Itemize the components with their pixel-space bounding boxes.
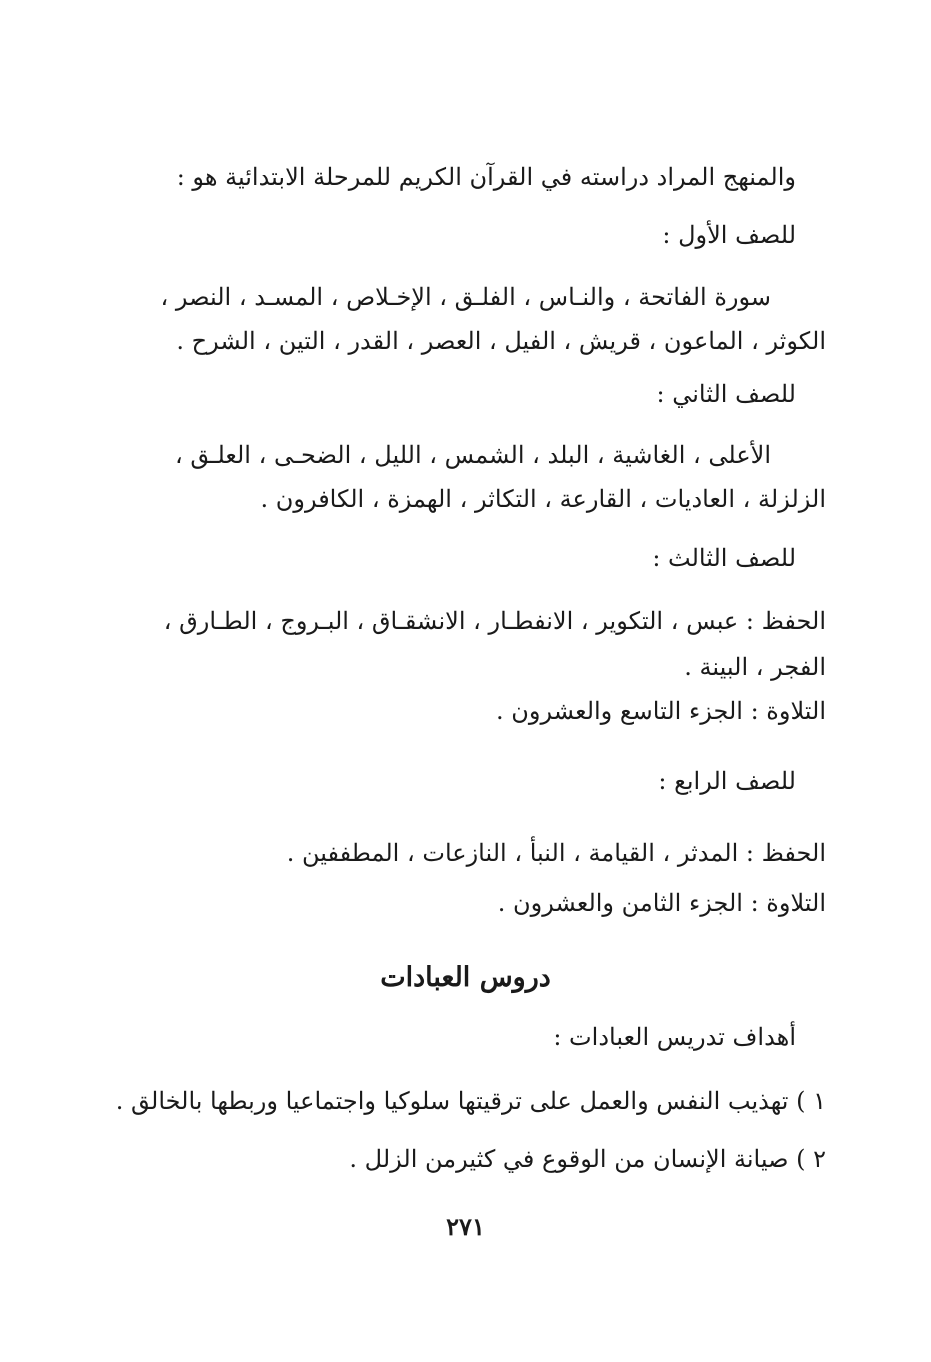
objective-item-2: ٢ ) صيانة الإنسان من الوقوع في كثيرمن الزلل . xyxy=(349,1145,826,1173)
page-number: ٢٧١ xyxy=(446,1212,485,1241)
intro-paragraph: والمنهج المراد دراسته في القرآن الكريم للمرحلة الابتدائية هو : xyxy=(176,163,796,191)
objective-item-1: ١ ) تهذيب النفس والعمل على ترقيتها سلوكيا واجتماعيا وربطها بالخالق . xyxy=(115,1087,826,1115)
grade2-line-2: الزلزلة ، العاديات ، القارعة ، التكاثر ، الهمزة ، الكافرون . xyxy=(260,485,826,513)
grade3-line-1: الحفظ : عبس ، التكوير ، الانفطـار ، الانشقـاق ، البـروج ، الطـارق ، xyxy=(163,607,826,635)
grade1-heading: للصف الأول : xyxy=(662,221,796,249)
grade1-line-2: الكوثر ، الماعون ، قريش ، الفيل ، العصر ، القدر ، التين ، الشرح . xyxy=(176,327,826,355)
grade4-line-1: الحفظ : المدثر ، القيامة ، النبأ ، النازعات ، المطففين . xyxy=(286,839,826,867)
grade1-line-1: سورة الفاتحة ، والنـاس ، الفلـق ، الإخـلاص ، المسـد ، النصر ، xyxy=(160,283,771,311)
grade4-line-2: التلاوة : الجزء الثامن والعشرون . xyxy=(497,889,826,917)
grade2-heading: للصف الثاني : xyxy=(656,380,796,408)
grade3-line-2: الفجر ، البينة . xyxy=(684,653,826,681)
section-title: دروس العبادات xyxy=(380,962,551,993)
grade3-heading: للصف الثالث : xyxy=(652,544,796,572)
grade3-line-3: التلاوة : الجزء التاسع والعشرون . xyxy=(496,697,826,725)
objectives-heading: أهداف تدريس العبادات : xyxy=(553,1023,796,1051)
grade4-heading: للصف الرابع : xyxy=(658,767,796,795)
grade2-line-1: الأعلى ، الغاشية ، البلد ، الشمس ، الليل ، الضحـى ، العلـق ، xyxy=(175,441,771,469)
